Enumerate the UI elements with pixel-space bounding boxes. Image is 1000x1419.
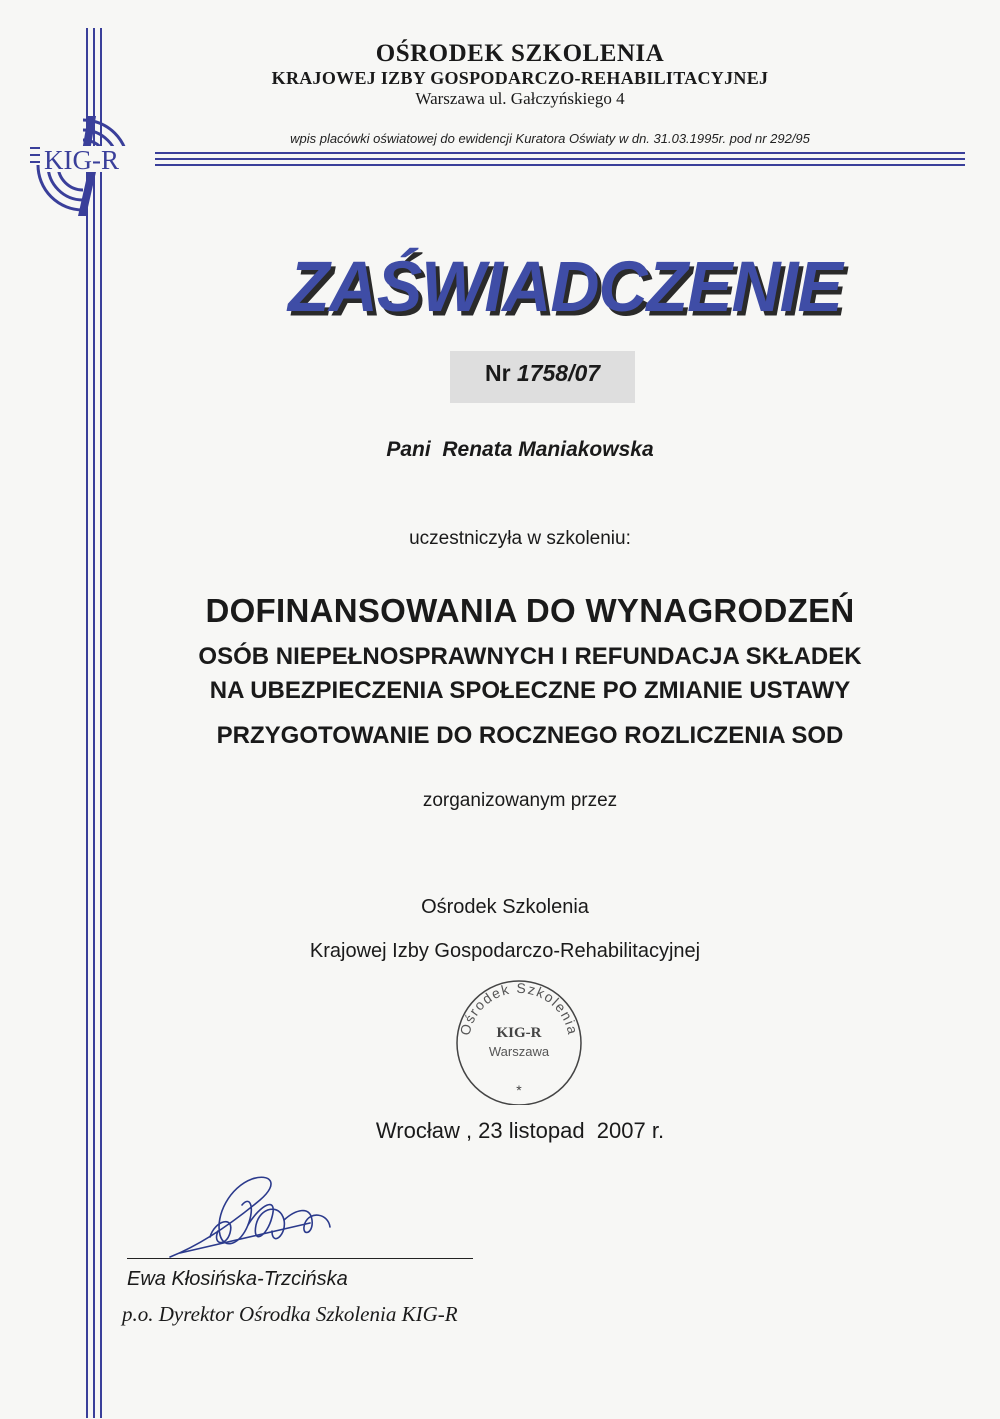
left-border-line-1 (86, 28, 88, 1418)
org-address: Warszawa ul. Gałczyńskiego 4 (415, 89, 625, 108)
header-rule-3 (155, 164, 965, 166)
official-stamp (447, 975, 587, 1105)
stamp-star-icon: * (516, 1082, 522, 1098)
organized-by-text: zorganizowanym przez (422, 790, 618, 811)
number-value: 1758/07 (516, 360, 601, 386)
place-date: Wrocław , 23 listopad 2007 r. (375, 1118, 665, 1143)
organizer-line-1: Ośrodek Szkolenia (421, 896, 589, 918)
signatory-name: Ewa Kłosińska-Trzcińska (127, 1268, 348, 1290)
course-title-line-4: PRZYGOTOWANIE DO ROCZNEGO ROZLICZENIA SOD (216, 722, 844, 749)
organizer-line-2: Krajowej Izby Gospodarczo-Rehabilitacyjnej (309, 940, 701, 962)
header-rule-2 (155, 158, 965, 160)
course-title-line-2: OSÓB NIEPEŁNOSPRAWNYCH I REFUNDACJA SKŁADEK (198, 643, 862, 670)
registration-note: wpis placówki oświatowej do ewidencji Kuratora Oświaty w dn. 31.03.1995r. pod nr 292/95 (290, 131, 810, 146)
certificate-number (450, 360, 635, 387)
certificate-title: ZAŚWIADCZENIE (288, 247, 842, 327)
header-rule-1 (155, 152, 965, 154)
handwritten-signature (160, 1165, 350, 1265)
stamp-ring-text: Ośrodek Szkolenia (456, 979, 582, 1037)
kigr-logo-icon (28, 108, 158, 228)
stamp-center-text: KIG-R (496, 1025, 542, 1041)
org-parent: KRAJOWEJ IZBY GOSPODARCZO-REHABILITACYJNEJ (271, 68, 769, 88)
stamp-city: Warszawa (488, 1044, 550, 1059)
course-title-line-1: DOFINANSOWANIA DO WYNAGRODZEŃ (205, 592, 855, 629)
org-name: OŚRODEK SZKOLENIA (375, 40, 665, 67)
recipient-name: Pani Renata Maniakowska (386, 438, 654, 461)
logo-text: KIG-R (44, 145, 119, 175)
course-title-line-3: NA UBEZPIECZENIA SPOŁECZNE PO ZMIANIE USTAWY (209, 677, 851, 704)
signatory-role: p.o. Dyrektor Ośrodka Szkolenia KIG-R (122, 1302, 458, 1326)
participated-text: uczestniczyła w szkoleniu: (409, 528, 631, 549)
signature-line (127, 1258, 473, 1259)
number-label: Nr (484, 360, 511, 386)
left-border-line-2 (93, 28, 95, 1418)
